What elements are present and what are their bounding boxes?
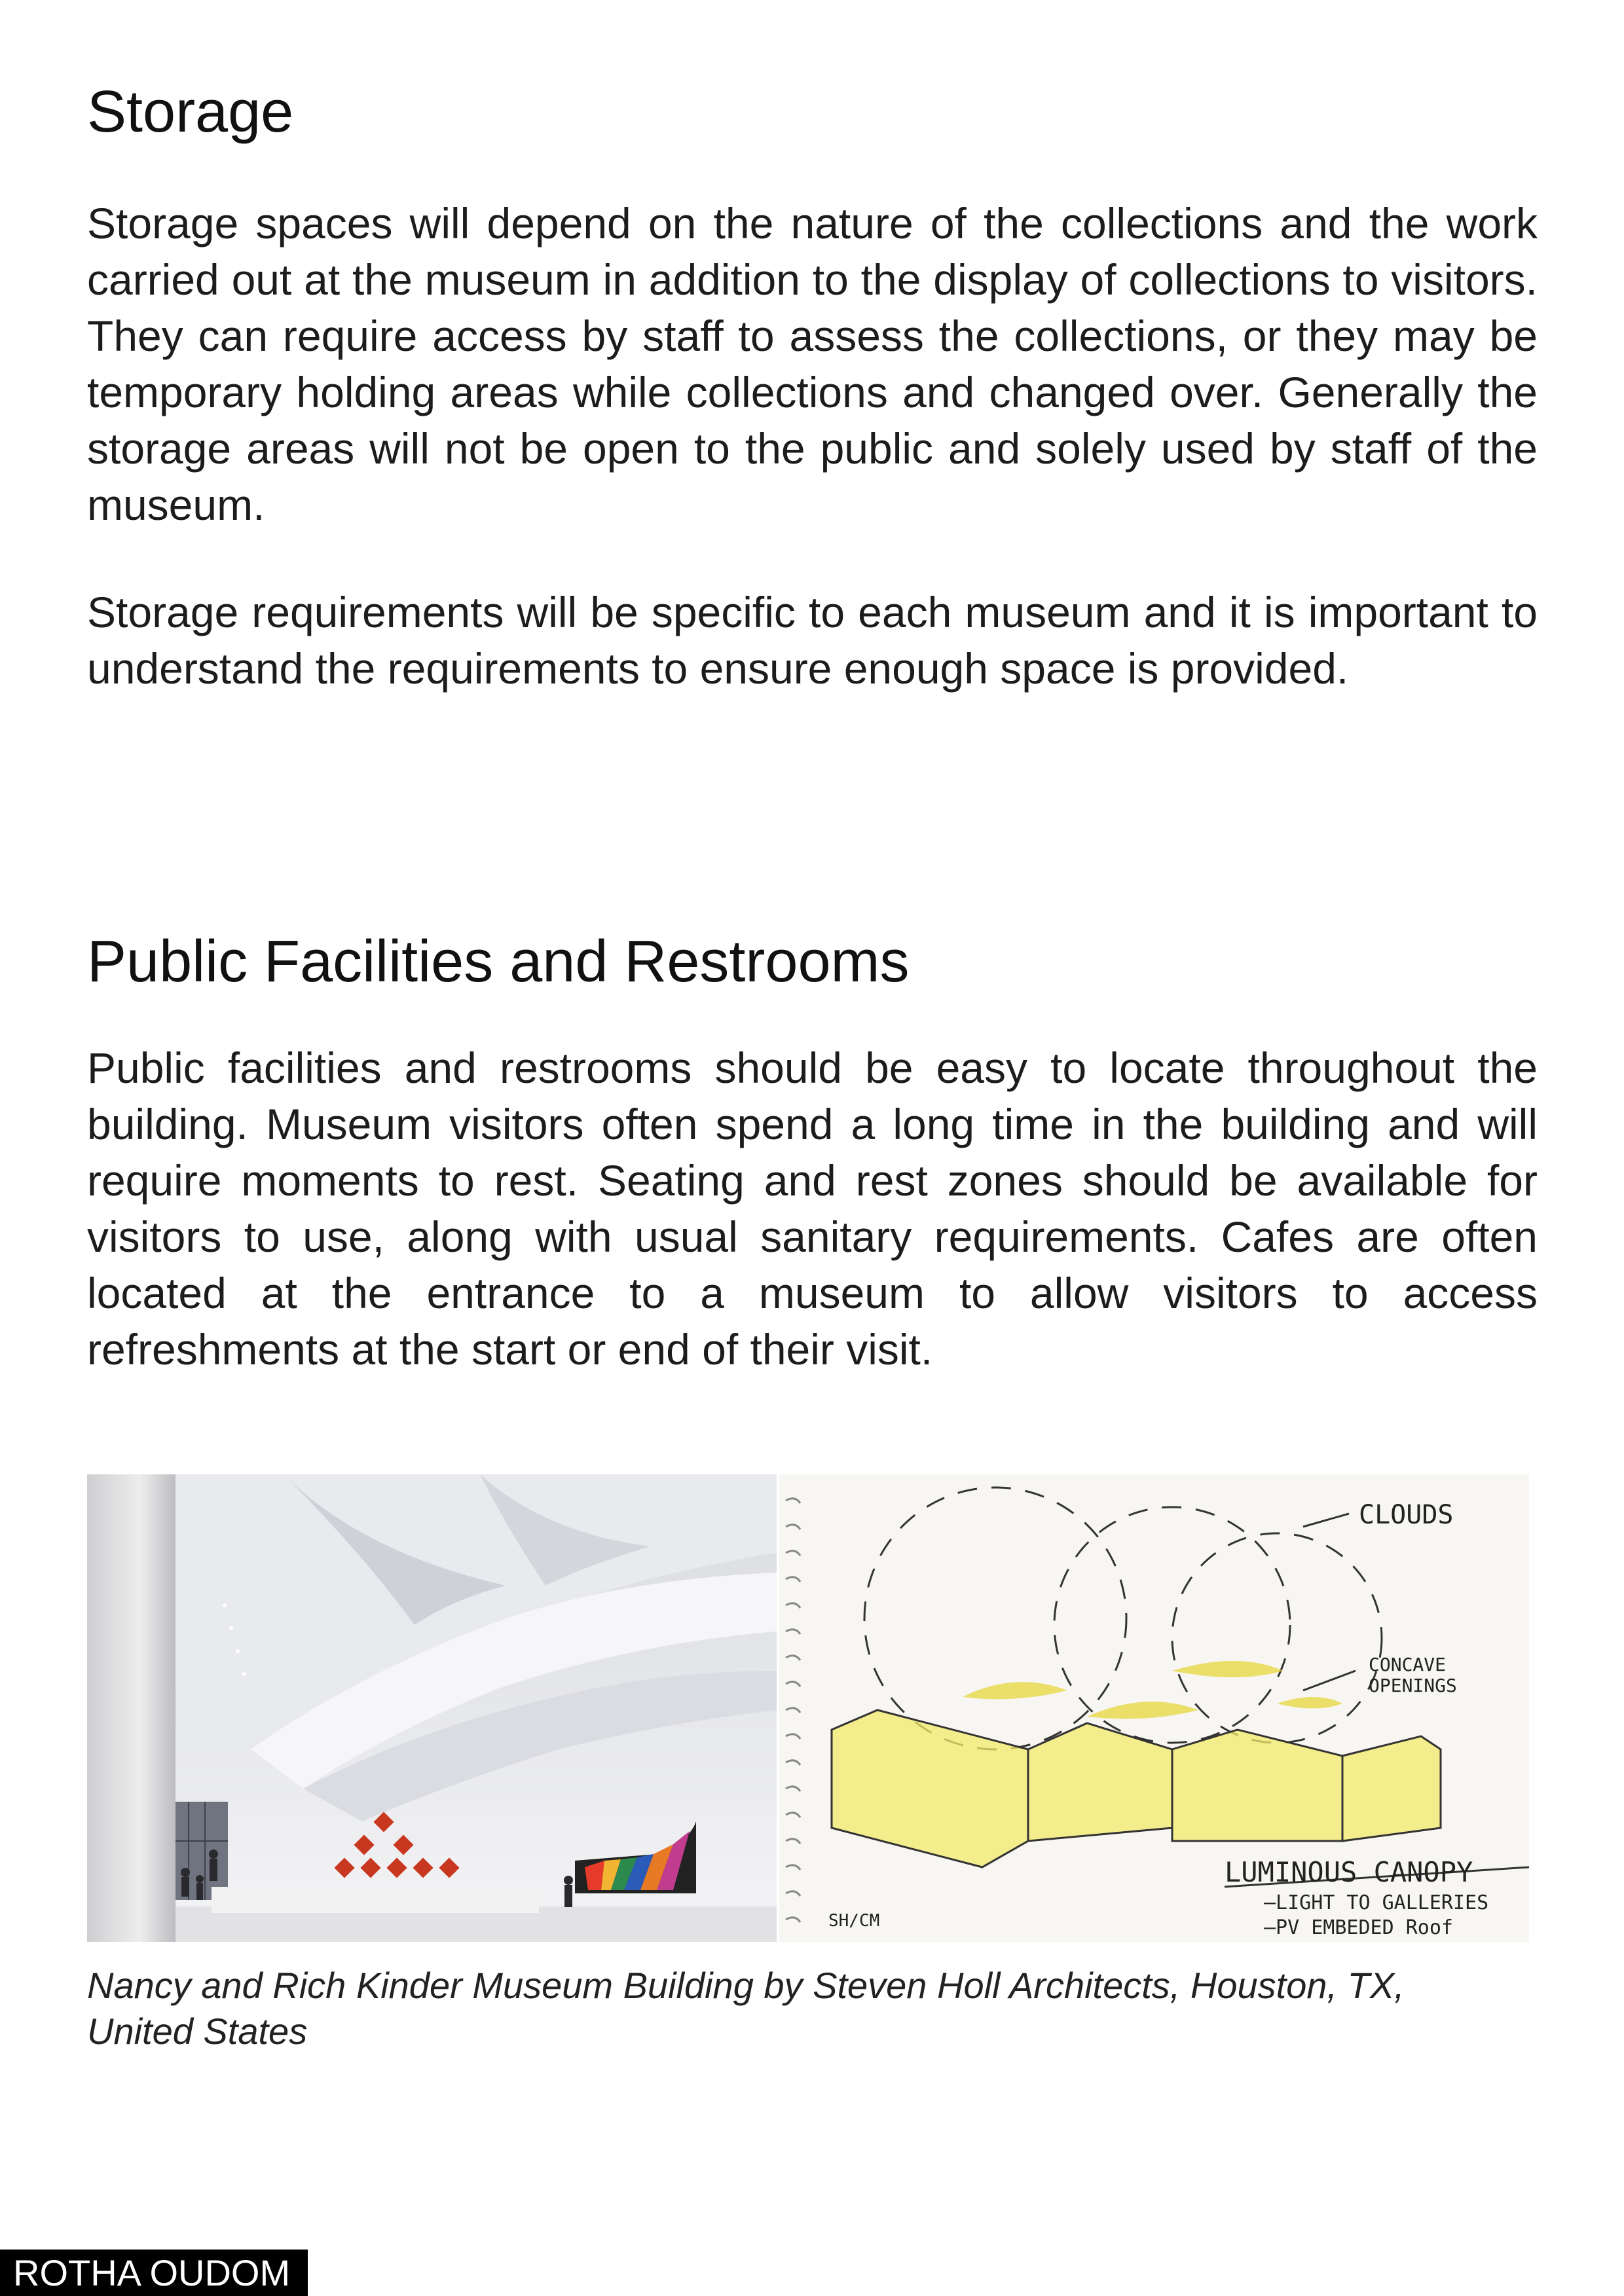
storage-paragraph-2: Storage requirements will be specific to each museum and it is important to understand the requirements to ensure enough space is provided. bbox=[87, 588, 1538, 693]
label-initials: SH/CM bbox=[828, 1911, 880, 1931]
label-clouds: CLOUDS bbox=[1359, 1500, 1454, 1530]
storage-heading: Storage bbox=[87, 79, 294, 145]
figure-caption: Nancy and Rich Kinder Museum Building by Steven Holl Architects, Houston, TX, United States bbox=[87, 1965, 1405, 2052]
author-tag: ROTHA OUDOM bbox=[0, 2250, 308, 2296]
museum-interior-photo bbox=[87, 1474, 777, 1942]
label-light: —LIGHT TO GALLERIES bbox=[1264, 1891, 1489, 1914]
label-openings: OPENINGS bbox=[1369, 1675, 1457, 1696]
label-canopy: LUMINOUS CANOPY bbox=[1225, 1856, 1473, 1888]
public-facilities-heading: Public Facilities and Restrooms bbox=[87, 929, 910, 994]
public-facilities-paragraph: Public facilities and restrooms should be easy to locate throughout the building. Museum visitors often spend a long time in the building and will require moments to rest. Seating and rest zones should be available for visitors to use, along with usual sanitary requirements. Cafes are often located at the entrance to a museum to allow visitors to access refreshments at the start or end of their visit. bbox=[87, 1044, 1538, 1374]
concept-sketch bbox=[779, 1474, 1529, 1942]
label-pv: —PV EMBEDED Roof bbox=[1264, 1916, 1453, 1939]
storage-paragraph-1: Storage spaces will depend on the nature of the collections and the work carried out at the museum in addition to the display of collections to visitors. They can require access by staff to assess the collections, or they may be temporary holding areas while collections and changed over. Generally the storage areas will not be open to the public and solely used by staff of the museum. bbox=[87, 199, 1538, 529]
label-concave: CONCAVE bbox=[1369, 1654, 1447, 1675]
